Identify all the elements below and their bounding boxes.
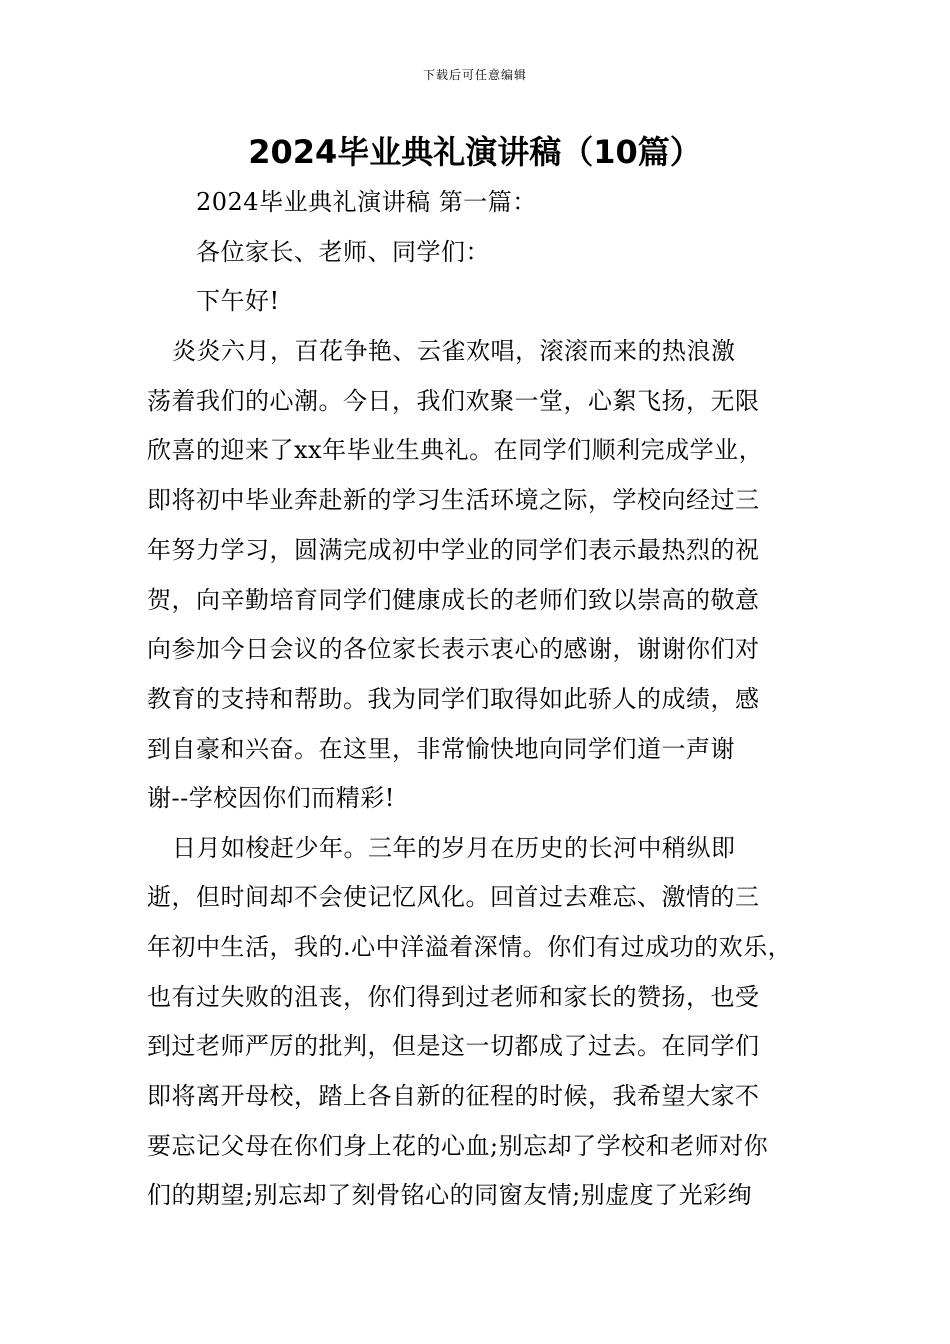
- paragraph-line: 即将初中毕业奔赴新的学习生活环境之际，学校向经过三: [147, 486, 760, 514]
- paragraph-line: 到过老师严厉的批判，但是这一切都成了过去。在同学们: [147, 1032, 760, 1060]
- paragraph-line: 教育的支持和帮助。我为同学们取得如此骄人的成绩，感: [147, 685, 760, 713]
- paragraph-line: 年初中生活，我的.心中洋溢着深情。你们有过成功的欢乐，: [147, 933, 793, 961]
- paragraph-line: 欣喜的迎来了xx年毕业生典礼。在同学们顺利完成学业，: [147, 436, 764, 464]
- document-title: 2024毕业典礼演讲稿（10篇）: [248, 133, 702, 171]
- paragraph-line: 荡着我们的心潮。今日，我们欢聚一堂，心絮飞扬，无限: [147, 387, 760, 415]
- paragraph-line: 到自豪和兴奋。在这里，非常愉快地向同学们道一声谢: [147, 735, 735, 763]
- section-subtitle: 2024毕业典礼演讲稿 第一篇：: [196, 188, 537, 216]
- paragraph-line: 谢--学校因你们而精彩!: [147, 784, 395, 812]
- paragraph-line: 即将离开母校，踏上各自新的征程的时候，我希望大家不: [147, 1082, 760, 1110]
- paragraph-line: 向参加今日会议的各位家长表示衷心的感谢，谢谢你们对: [147, 635, 760, 663]
- paragraph-line: 也有过失败的沮丧，你们得到过老师和家长的赞扬，也受: [147, 983, 760, 1011]
- paragraph-line: 日月如梭赶少年。三年的岁月在历史的长河中稍纵即: [172, 834, 736, 862]
- salutation: 各位家长、老师、同学们：: [196, 238, 490, 266]
- paragraph-line: 要忘记父母在你们身上花的心血;别忘却了学校和老师对你: [147, 1132, 769, 1160]
- header-note: 下载后可任意编辑: [422, 68, 527, 82]
- paragraph-line: 贺，向辛勤培育同学们健康成长的老师们致以崇高的敬意: [147, 586, 760, 614]
- paragraph-line: 炎炎六月，百花争艳、云雀欢唱，滚滚而来的热浪激: [172, 337, 736, 365]
- paragraph-line: 们的期望;别忘却了刻骨铭心的同窗友情;别虚度了光彩绚: [147, 1181, 753, 1209]
- greeting: 下午好!: [196, 287, 280, 315]
- paragraph-line: 年努力学习，圆满完成初中学业的同学们表示最热烈的祝: [147, 536, 760, 564]
- paragraph-line: 逝，但时间却不会使记忆风化。回首过去难忘、激情的三: [147, 883, 760, 911]
